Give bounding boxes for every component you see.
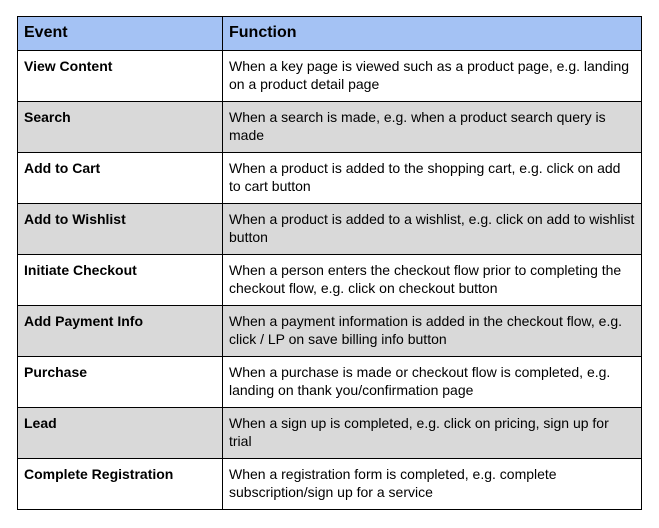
header-row <box>18 17 642 51</box>
event-cell: Search <box>18 102 223 153</box>
event-cell: Purchase <box>18 357 223 408</box>
table-row <box>18 51 642 102</box>
event-cell: Complete Registration <box>18 459 223 510</box>
event-cell: Add Payment Info <box>18 306 223 357</box>
function-cell: When a payment information is added in the checkout flow, e.g. click / LP on save billing info button <box>223 306 642 357</box>
table-row <box>18 204 642 255</box>
table-row <box>18 357 642 408</box>
header-event: Event <box>18 17 223 51</box>
table-row <box>18 153 642 204</box>
table-row <box>18 102 642 153</box>
table-row <box>18 306 642 357</box>
function-cell: When a search is made, e.g. when a product search query is made <box>223 102 642 153</box>
function-cell: When a registration form is completed, e.g. complete subscription/sign up for a service <box>223 459 642 510</box>
header-function: Function <box>223 17 642 51</box>
event-cell: Lead <box>18 408 223 459</box>
function-cell: When a sign up is completed, e.g. click on pricing, sign up for trial <box>223 408 642 459</box>
function-cell: When a key page is viewed such as a product page, e.g. landing on a product detail page <box>223 51 642 102</box>
events-table <box>17 16 642 510</box>
table-row <box>18 408 642 459</box>
event-cell: Add to Cart <box>18 153 223 204</box>
function-cell: When a purchase is made or checkout flow is completed, e.g. landing on thank you/confirmation page <box>223 357 642 408</box>
table-row <box>18 255 642 306</box>
function-cell: When a product is added to a wishlist, e.g. click on add to wishlist button <box>223 204 642 255</box>
function-cell: When a product is added to the shopping cart, e.g. click on add to cart button <box>223 153 642 204</box>
event-cell: Initiate Checkout <box>18 255 223 306</box>
function-cell: When a person enters the checkout flow prior to completing the checkout flow, e.g. click on checkout button <box>223 255 642 306</box>
event-cell: View Content <box>18 51 223 102</box>
table-row <box>18 459 642 510</box>
event-cell: Add to Wishlist <box>18 204 223 255</box>
